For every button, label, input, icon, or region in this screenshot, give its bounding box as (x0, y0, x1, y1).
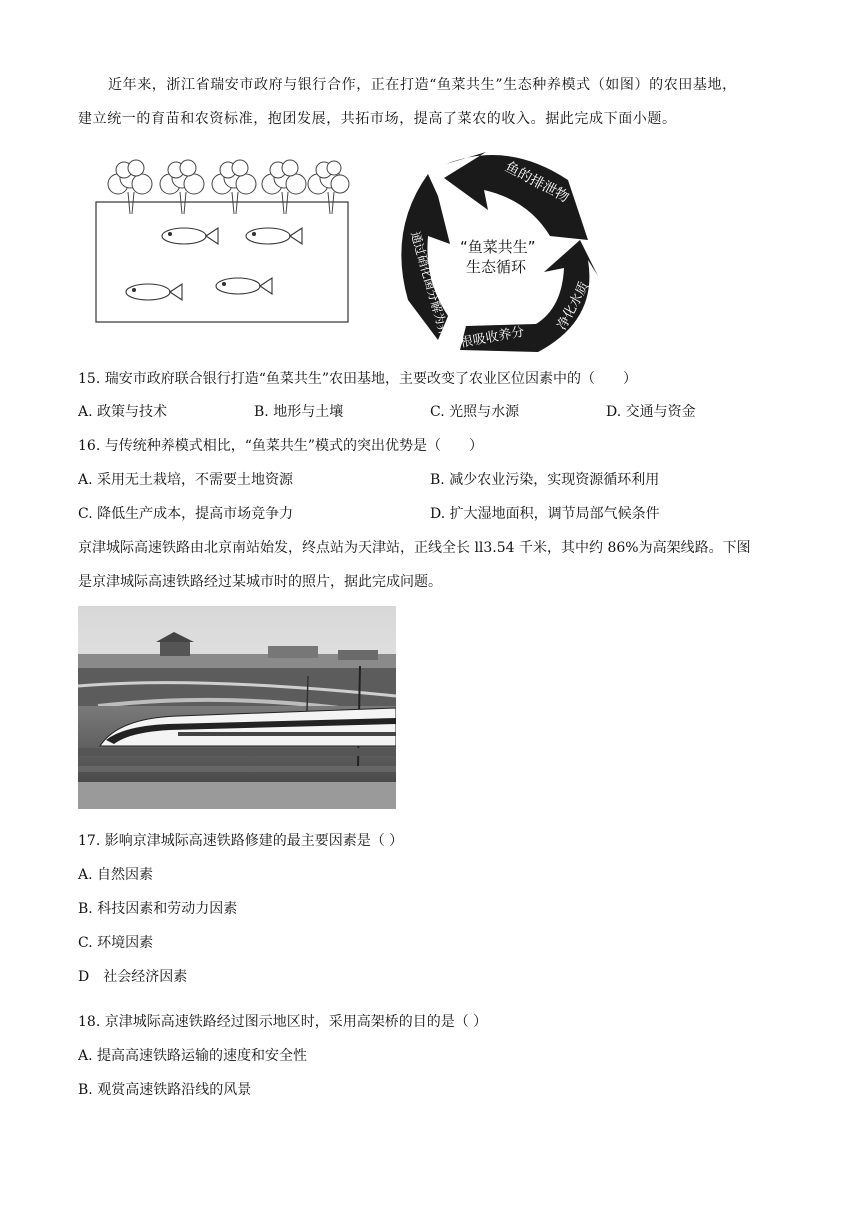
cycle-center-line-2: 生态循环 (466, 258, 527, 276)
question-18-option-b: B. 观赏高速铁路沿线的风景 (78, 1082, 252, 1098)
question-18-stem: 18. 京津城际高速铁路经过图示地区时，采用高架桥的目的是（ ） (78, 1014, 488, 1030)
high-speed-train-photo (78, 606, 396, 809)
intro-line-2: 建立统一的育苗和农资标准，抱团发展，共拓市场，提高了菜农的收入。据此完成下面小题。 (78, 111, 677, 127)
question-16-option-d: D. 扩大湿地面积，调节局部气候条件 (430, 506, 660, 522)
question-18-option-a: A. 提高高速铁路运输的速度和安全性 (78, 1048, 308, 1064)
question-15-option-c: C. 光照与水源 (430, 404, 520, 420)
question-15-stem: 15. 瑞安市政府联合银行打造“鱼菜共生”农田基地，主要改变了农业区位因素中的（ ） (78, 371, 638, 387)
arrow-top-label: 鱼的排泄物 (502, 158, 572, 206)
eco-cycle-diagram (401, 152, 598, 352)
question-17-stem: 17. 影响京津城际高速铁路修建的最主要因素是（ ） (78, 833, 404, 849)
question-15-option-d: D. 交通与资金 (606, 404, 696, 420)
question-15-option-a: A. 政策与技术 (78, 404, 168, 420)
arrow-left-label: 通过硝化菌分解为养分 (407, 229, 455, 350)
question-17-option-c: C. 环境因素 (78, 935, 154, 951)
question-16-stem: 16. 与传统种养模式相比，“鱼菜共生”模式的突出优势是（ ） (78, 438, 484, 454)
fish-tank-illustration (96, 160, 349, 322)
rail-intro-line-1: 京津城际高速铁路由北京南站始发，终点站为天津站，正线全长 ll3.54 千米，其中约 86%为高架线路。下图 (78, 540, 751, 556)
fish-vegetable-figure (88, 140, 608, 362)
question-17-option-b: B. 科技因素和劳动力因素 (78, 901, 238, 917)
question-15-option-b: B. 地形与土壤 (254, 404, 344, 420)
intro-line-1: 近年来，浙江省瑞安市政府与银行合作，正在打造“鱼菜共生”生态种养模式（如图）的农田基地， (108, 77, 737, 93)
question-16-option-b: B. 减少农业污染，实现资源循环利用 (430, 472, 660, 488)
arrow-right-label-1: 根吸收养分 (458, 324, 526, 351)
question-16-option-a: A. 采用无土栽培，不需要土地资源 (78, 472, 294, 488)
arrow-right-label-2: 净化水质 (554, 279, 593, 333)
rail-intro-line-2: 是京津城际高速铁路经过某城市时的照片，据此完成问题。 (78, 574, 442, 590)
cycle-center-line-1: “鱼菜共生” (460, 238, 536, 256)
question-17-option-d: D 社会经济因素 (78, 969, 188, 985)
question-16-option-c: C. 降低生产成本，提高市场竞争力 (78, 506, 294, 522)
question-17-option-a: A. 自然因素 (78, 867, 154, 883)
